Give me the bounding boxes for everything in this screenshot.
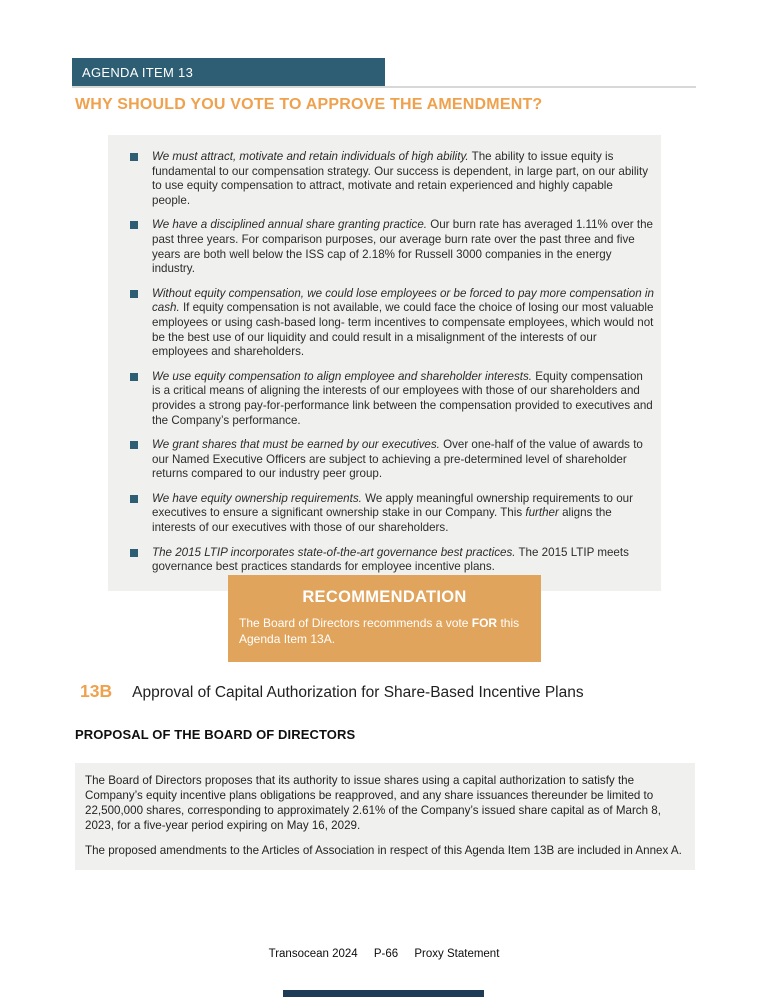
text-run: We apply meaningful ownership requirements to our executives to ensure a significant ownership stake in our Company. This bbox=[152, 491, 633, 520]
square-bullet-icon bbox=[130, 290, 138, 298]
square-bullet-icon bbox=[130, 373, 138, 381]
bullet-item bbox=[130, 492, 655, 536]
section-heading-why-vote: WHY SHOULD YOU VOTE TO APPROVE THE AMENDMENT? bbox=[75, 96, 543, 113]
text-run: Over one-half of the value of awards to our Named Executive Officers are subject to achieving a pre-determined level of shareholder returns compared to our industry peer group. bbox=[152, 438, 643, 481]
text-run: aligns the interests of our executives with those of our shareholders. bbox=[152, 506, 612, 535]
footer-page-number: P-66 bbox=[373, 948, 399, 960]
text-run: We use equity compensation to align employee and shareholder interests. bbox=[152, 369, 533, 383]
bullet-item bbox=[130, 546, 655, 575]
banner-divider bbox=[72, 86, 696, 88]
bullet-item bbox=[130, 370, 655, 428]
text-run: The ability to issue equity is fundamental to our compensation strategy. Our success is dependent, in large part, on our ability to use equity compensation to attract, motivate and retain experienced and highly capable people. bbox=[152, 150, 649, 207]
text-run: We have equity ownership requirements. bbox=[152, 491, 362, 505]
footer-company: Transocean 2024 bbox=[268, 948, 358, 960]
text-run: this Agenda Item 13A. bbox=[239, 616, 520, 646]
bullet-text bbox=[152, 492, 654, 536]
proposal-panel bbox=[75, 763, 695, 870]
agenda-item-banner bbox=[72, 58, 385, 86]
bullet-text bbox=[152, 370, 654, 428]
recommendation-title: RECOMMENDATION bbox=[302, 588, 467, 606]
recommendation-panel bbox=[228, 575, 541, 662]
text-run: FOR bbox=[471, 616, 498, 630]
item-13b-number: 13B bbox=[80, 681, 113, 701]
square-bullet-icon bbox=[130, 221, 138, 229]
agenda-item-13b-heading bbox=[80, 681, 584, 702]
recommendation-body bbox=[239, 616, 530, 647]
bullet-list bbox=[130, 150, 655, 575]
square-bullet-icon bbox=[130, 441, 138, 449]
text-run: Our burn rate has averaged 1.11% over the past three years. For comparison purposes, our average burn rate over the past three and five years are both well below the ISS cap of 2.18% for Russell 3000 companies in the energy industry. bbox=[152, 218, 653, 276]
proposal-paragraph: The proposed amendments to the Articles of Association in respect of this Agenda Item 13B are included in Annex A. bbox=[85, 844, 682, 857]
page-footer bbox=[0, 948, 768, 960]
text-run: The 2015 LTIP meets governance best practices standards for employee incentive plans. bbox=[152, 545, 629, 574]
square-bullet-icon bbox=[130, 153, 138, 161]
text-run: Equity compensation is a critical means of aligning the interests of our employees with those of our shareholders and provides a strong pay-for-performance link between the compensation provided to executives and the Company’s performance. bbox=[152, 369, 653, 427]
bullet-text bbox=[152, 287, 654, 360]
text-run: If equity compensation is not available, we could face the choice of losing our most valuable employees or using cash-based long- term incentives to compensate employees, which would not be the best use of our liquidity and could result in a misalignment of the interests of our employees and shareholders. bbox=[152, 301, 654, 359]
square-bullet-icon bbox=[130, 549, 138, 557]
bullet-item bbox=[130, 150, 655, 208]
proposal-heading: PROPOSAL OF THE BOARD OF DIRECTORS bbox=[75, 727, 356, 742]
reasons-panel bbox=[108, 135, 661, 591]
square-bullet-icon bbox=[130, 495, 138, 503]
page-bottom-accent-bar bbox=[283, 990, 484, 997]
text-run: The 2015 LTIP incorporates state-of-the-art governance best practices. bbox=[152, 545, 516, 559]
text-run: We must attract, motivate and retain individuals of high ability. bbox=[152, 150, 469, 163]
bullet-text bbox=[152, 150, 654, 208]
text-run: Without equity compensation, we could lose employees or be forced to pay more compensation in cash. bbox=[152, 286, 654, 315]
text-run: We have a disciplined annual share granting practice. bbox=[152, 218, 427, 232]
bullet-text bbox=[152, 438, 654, 482]
proposal-paragraph: The Board of Directors proposes that its authority to issue shares using a capital authorization to satisfy the Company’s equity incentive plans obligations be reapproved, and any share issuances thereunder be limited to 22,500,000 shares, corresponding to approximately 2.61% of the Company’s issued share capital as of March 8, 2023, for a five-year period expiring on May 16, 2029. bbox=[85, 774, 661, 832]
bullet-text bbox=[152, 546, 654, 575]
text-run: We grant shares that must be earned by our executives. bbox=[152, 438, 440, 452]
agenda-item-label: AGENDA ITEM 13 bbox=[82, 64, 194, 80]
bullet-item bbox=[130, 438, 655, 482]
bullet-text bbox=[152, 218, 654, 276]
item-13b-title: Approval of Capital Authorization for Share-Based Incentive Plans bbox=[132, 684, 584, 701]
bullet-item bbox=[130, 218, 655, 276]
bullet-item bbox=[130, 287, 655, 360]
text-run: further bbox=[525, 506, 559, 520]
footer-document: Proxy Statement bbox=[414, 948, 500, 960]
text-run: The Board of Directors recommends a vote bbox=[239, 616, 472, 630]
